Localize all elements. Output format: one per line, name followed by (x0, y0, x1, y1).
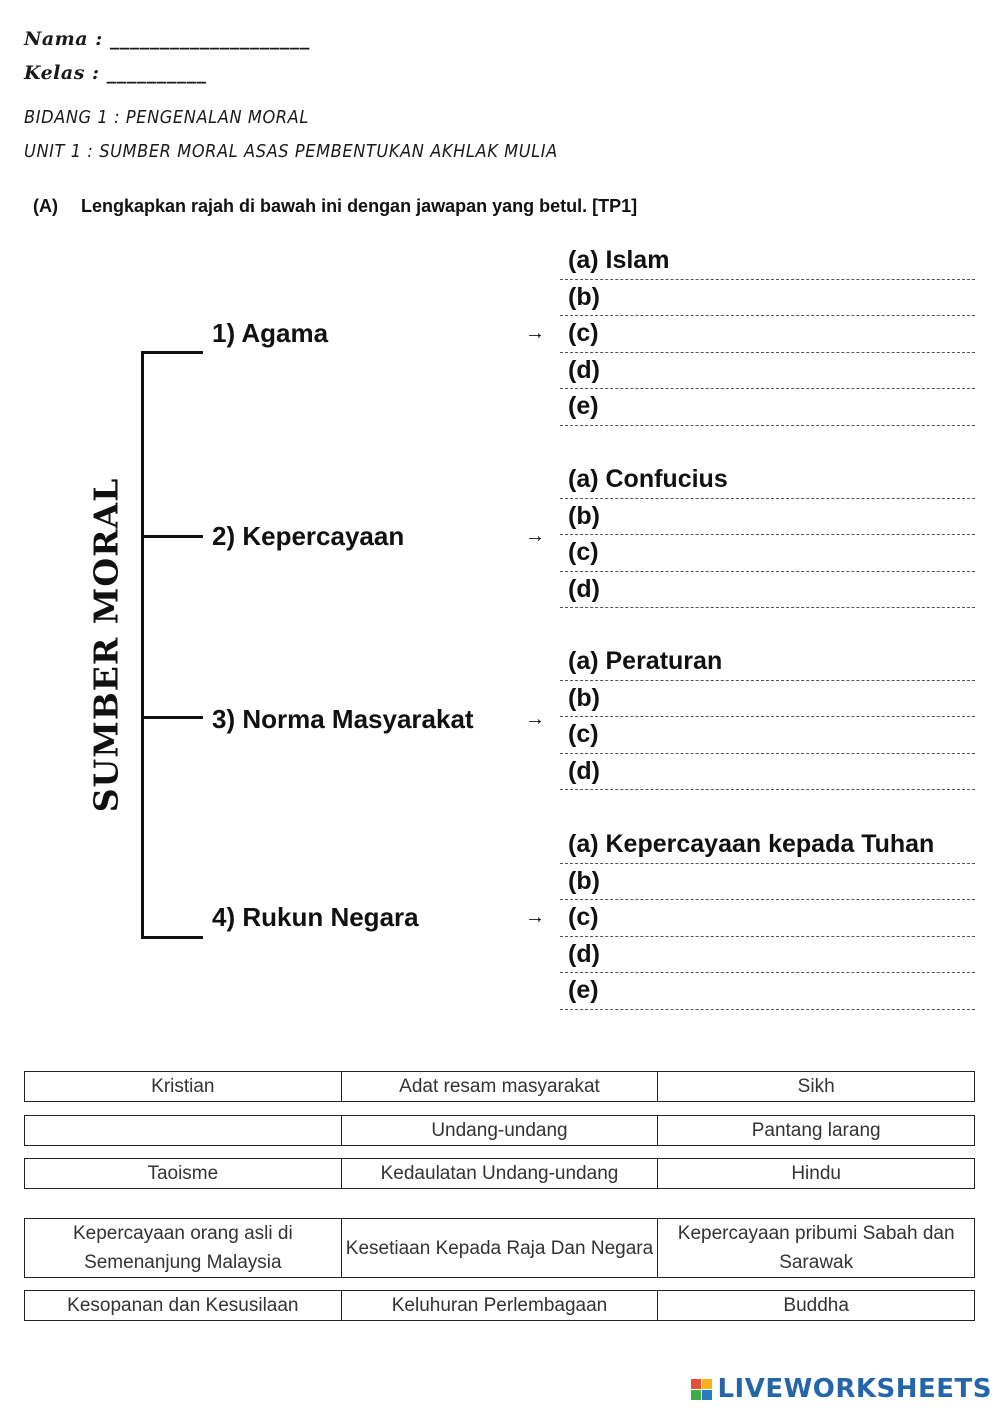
instruction-label: (A) (33, 196, 58, 216)
answer-row: (a) Kepercayaan kepada Tuhan (560, 827, 975, 864)
answer-row[interactable]: (b) (560, 499, 975, 536)
answer-row[interactable]: (d) (560, 937, 975, 974)
word-bank-item[interactable]: Sikh (658, 1072, 975, 1102)
answer-row: (a) Confucius (560, 462, 975, 499)
answer-row[interactable]: (c) (560, 900, 975, 937)
answer-list-rukun (560, 827, 975, 1010)
answer-row[interactable]: (b) (560, 280, 975, 317)
answer-row: (a) Peraturan (560, 644, 975, 681)
arrow-icon: → (525, 525, 545, 547)
diagram-title: SUMBER MORAL (86, 477, 126, 813)
word-bank-item[interactable]: Kesopanan dan Kesusilaan (25, 1291, 342, 1321)
word-bank-row (24, 1115, 975, 1146)
branch-line-3 (141, 716, 203, 719)
word-bank-row (24, 1290, 975, 1321)
answer-row[interactable]: (e) (560, 389, 975, 426)
name-field[interactable]: Nama : ____________________ (24, 28, 310, 50)
answer-row: (a) Islam (560, 243, 975, 280)
word-bank-item[interactable]: Kepercayaan orang asli di Semenanjung Malaysia (25, 1219, 342, 1278)
answer-row[interactable]: (d) (560, 353, 975, 390)
answer-row[interactable]: (c) (560, 717, 975, 754)
logo-tile (691, 1390, 701, 1400)
class-field[interactable]: Kelas : __________ (24, 62, 207, 84)
source-label-norma: 3) Norma Masyarakat (212, 704, 474, 734)
logo-tile (691, 1379, 701, 1389)
answer-row[interactable]: (b) (560, 681, 975, 718)
word-bank-item[interactable]: Kedaulatan Undang-undang (341, 1159, 658, 1189)
liveworksheets-logo-icon (691, 1379, 712, 1400)
bidang-heading: BIDANG 1 : PENGENALAN MORAL (24, 107, 309, 128)
answer-list-norma (560, 644, 975, 790)
word-bank-item[interactable] (25, 1116, 342, 1146)
word-bank-item[interactable]: Adat resam masyarakat (341, 1072, 658, 1102)
word-bank-item[interactable]: Keluhuran Perlembagaan (341, 1291, 658, 1321)
source-label-kepercayaan: 2) Kepercayaan (212, 521, 405, 551)
word-bank-row (24, 1218, 975, 1278)
word-bank-row (24, 1158, 975, 1189)
word-bank-row (24, 1071, 975, 1102)
unit-heading: UNIT 1 : SUMBER MORAL ASAS PEMBENTUKAN AKHLAK MULIA (24, 141, 558, 162)
arrow-icon: → (525, 708, 545, 730)
answer-list-kepercayaan (560, 462, 975, 608)
answer-row[interactable]: (c) (560, 316, 975, 353)
answer-row[interactable]: (d) (560, 572, 975, 609)
answer-row[interactable]: (d) (560, 754, 975, 791)
word-bank-item[interactable]: Kesetiaan Kepada Raja Dan Negara (341, 1219, 658, 1278)
branch-line-1 (141, 351, 203, 354)
instruction (33, 196, 637, 217)
logo-tile (702, 1390, 712, 1400)
source-label-agama: 1) Agama (212, 318, 329, 348)
word-bank-item[interactable]: Kristian (25, 1072, 342, 1102)
word-bank-item[interactable]: Kepercayaan pribumi Sabah dan Sarawak (658, 1219, 975, 1278)
word-bank-item[interactable]: Taoisme (25, 1159, 342, 1189)
tree-trunk (141, 351, 144, 939)
source-label-rukun: 4) Rukun Negara (212, 902, 419, 932)
word-bank-item[interactable]: Undang-undang (341, 1116, 658, 1146)
arrow-icon: → (525, 906, 545, 928)
word-bank-item[interactable]: Pantang larang (658, 1116, 975, 1146)
answer-row[interactable]: (e) (560, 973, 975, 1010)
branch-line-2 (141, 535, 203, 538)
liveworksheets-brand[interactable] (691, 1374, 992, 1404)
logo-tile (702, 1379, 712, 1389)
word-bank-item[interactable]: Hindu (658, 1159, 975, 1189)
answer-row[interactable]: (b) (560, 864, 975, 901)
answer-row[interactable]: (c) (560, 535, 975, 572)
answer-list-agama (560, 243, 975, 426)
brand-name: LIVEWORKSHEETS (717, 1374, 992, 1404)
branch-line-4 (141, 936, 203, 939)
instruction-text: Lengkapkan rajah di bawah ini dengan jawapan yang betul. [TP1] (81, 196, 638, 216)
word-bank-item[interactable]: Buddha (658, 1291, 975, 1321)
arrow-icon: → (525, 322, 545, 344)
